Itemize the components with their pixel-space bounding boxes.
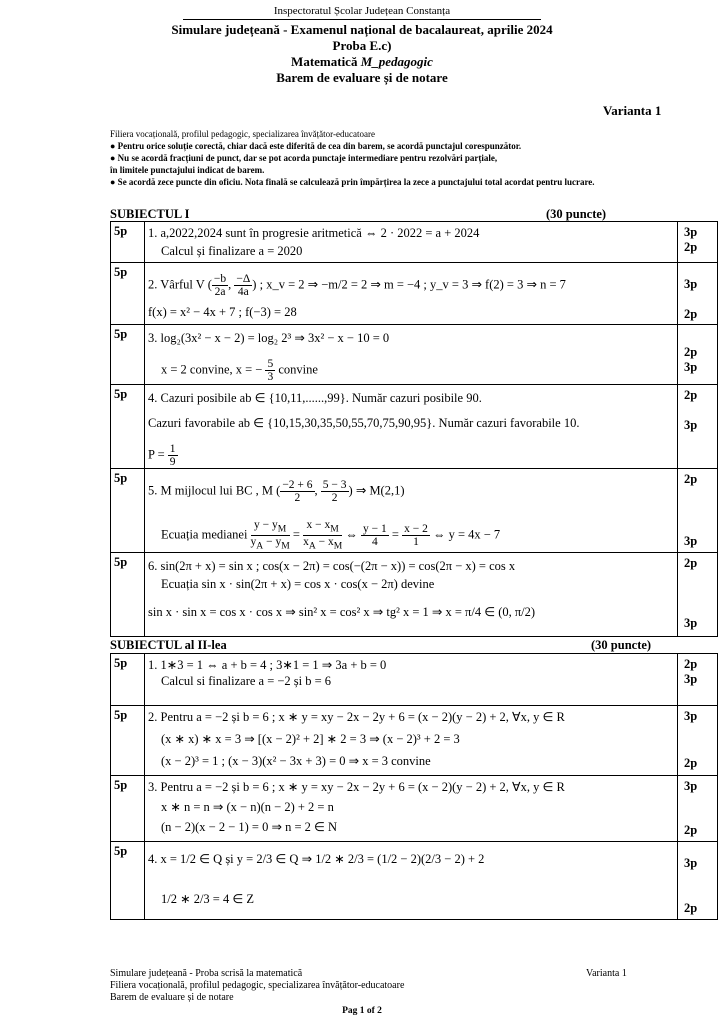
footer-page: Pag 1 of 2 bbox=[342, 1006, 382, 1016]
item-content bbox=[145, 385, 678, 469]
item-scores bbox=[678, 553, 718, 637]
item1-line2: Calcul și finalizare a = 2020 bbox=[161, 244, 303, 258]
filiera: Filiera vocațională, profilul pedagogic, specializarea învățător-educatoare bbox=[110, 129, 375, 139]
rule-2a: ● Nu se acordă fracțiuni de punct, dar se pot acorda punctaje intermediare pentru rezolvări parțiale, bbox=[110, 153, 498, 163]
s2-item4-line1: 4. x = 1/2 ∈ Q și y = 2/3 ∈ Q ⇒ 1/2 ∗ 2/3 = (1/2 − 2)(2/3 − 2) + 2 bbox=[148, 852, 485, 866]
score: 3p bbox=[684, 534, 698, 548]
fraction: $\frac{5}{3}$ bbox=[267, 358, 274, 383]
subject1-title: SUBIECTUL I bbox=[110, 207, 190, 221]
table-row bbox=[111, 842, 718, 920]
s2-item1-line2: Calcul si finalizare a = −2 și b = 6 bbox=[161, 674, 332, 688]
item2-rest: ; x_v = 2 ⇒ −m/2 = 2 ⇒ m = −4 ; y_v = 3 ⇒ f(2) = 3 ⇒ n = 7 bbox=[259, 277, 566, 292]
item6-line2: Ecuația sin x · sin(2π + x) = cos x · cos(x − 2π) devine bbox=[161, 577, 435, 591]
fraction: $\frac{-\Delta}{4a}$ bbox=[236, 273, 251, 298]
item5-text-a: 5. M mijlocul lui BC , M bbox=[148, 483, 274, 498]
item2-prefix: 2. Vârful V bbox=[148, 277, 205, 292]
score: 2p bbox=[684, 345, 698, 359]
item4-line3 bbox=[148, 443, 178, 468]
exam-title: Simulare județeană - Examenul național de bacalaureat, aprilie 2024 bbox=[171, 22, 553, 37]
score: 2p bbox=[684, 556, 698, 570]
score: 3p bbox=[684, 360, 698, 374]
item3-text-b: convine bbox=[278, 362, 318, 377]
item4-line1: 4. Cazuri posibile ab ∈ {10,11,......,99}. Număr cazuri posibile 90. bbox=[148, 391, 482, 405]
table-row bbox=[111, 706, 718, 776]
item5-text-b: ⇒ M(2,1) bbox=[355, 483, 405, 498]
item5-median: Ecuația medianei bbox=[161, 527, 248, 542]
item-scores bbox=[678, 385, 718, 469]
item-content bbox=[145, 706, 678, 776]
item-scores bbox=[678, 706, 718, 776]
table-row bbox=[111, 553, 718, 637]
table-row bbox=[111, 325, 718, 385]
item4-p: P = bbox=[148, 447, 165, 462]
fraction: $\frac{1}{9}$ bbox=[169, 443, 176, 468]
subject2-title: SUBIECTUL al II-lea bbox=[110, 638, 227, 652]
score: 3p bbox=[684, 277, 698, 291]
item-content bbox=[145, 469, 678, 553]
s2-item2-line2: (x ∗ x) ∗ x = 3 ⇒ [(x − 2)² + 2] ∗ 2 = 3 ⇒ (x − 2)³ + 2 = 3 bbox=[161, 732, 460, 746]
item-content bbox=[145, 654, 678, 706]
subject2-table bbox=[110, 653, 718, 920]
s2-item2-line1: 2. Pentru a = −2 și b = 6 ; x ∗ y = xy − 2x − 2y + 6 = (x − 2)(y − 2) + 2, ∀x, y ∈ R bbox=[148, 710, 565, 724]
score: 3p bbox=[684, 672, 698, 686]
fraction: $\frac{y - 1}{4}$ bbox=[363, 523, 387, 549]
fraction: $\frac{x - 2}{1}$ bbox=[404, 523, 428, 549]
header-rule bbox=[183, 19, 541, 20]
item5-result: ⇔ y = 4x − 7 bbox=[432, 527, 501, 542]
score: 2p bbox=[684, 657, 698, 671]
score: 3p bbox=[684, 418, 698, 432]
score: 2p bbox=[684, 388, 698, 402]
item-points: 5p bbox=[111, 385, 145, 469]
item-points: 5p bbox=[111, 654, 145, 706]
table-row bbox=[111, 385, 718, 469]
item2-line1: 2. Vârful V ( $\frac{-b}{2a}$ , $\frac{-\Delta}{4a}$ ) ; x_v = 2 ⇒ −m/2 = 2 ⇒ m = −4 ; y_v = 3 ⇒ f(2) = 3 ⇒ n = 7 bbox=[148, 273, 566, 298]
rule-3: ● Se acordă zece puncte din oficiu. Nota finală se calculează prin împărțirea la zece a punctajului total acordat pentru lucrare. bbox=[110, 177, 595, 187]
item-points: 5p bbox=[111, 842, 145, 920]
rule-1: ● Pentru orice soluție corectă, chiar dacă este diferită de cea din barem, se acordă punctajul corespunzător. bbox=[110, 141, 522, 151]
item6-line3: sin x · sin x = cos x · cos x ⇒ sin² x = cos² x ⇒ tg² x = 1 ⇒ x = π/4 ∈ (0, π/2) bbox=[148, 605, 536, 619]
subject2-points: (30 puncte) bbox=[591, 638, 652, 652]
s2-item3-line1: 3. Pentru a = −2 și b = 6 ; x ∗ y = xy − 2x − 2y + 6 = (x − 2)(y − 2) + 2, ∀x, y ∈ R bbox=[148, 780, 565, 794]
footer-line3: Barem de evaluare și de notare bbox=[110, 992, 234, 1003]
table-row bbox=[111, 263, 718, 325]
footer-line2: Filiera vocațională, profilul pedagogic, specializarea învățător-educatoare bbox=[110, 980, 405, 991]
item3-line2 bbox=[161, 358, 318, 383]
item-points: 5p bbox=[111, 325, 145, 385]
score: 2p bbox=[684, 823, 698, 837]
subject-prefix: Matematică bbox=[291, 54, 361, 69]
subject-name: M_pedagogic bbox=[360, 54, 433, 69]
barem-title: Barem de evaluare și de notare bbox=[276, 70, 448, 85]
score: 2p bbox=[684, 472, 698, 486]
item-points: 5p bbox=[111, 706, 145, 776]
item-scores bbox=[678, 222, 718, 263]
item-scores bbox=[678, 842, 718, 920]
score: 3p bbox=[684, 856, 698, 870]
exam-proba: Proba E.c) bbox=[332, 38, 392, 53]
item-content bbox=[145, 222, 678, 263]
table-row bbox=[111, 222, 718, 263]
exam-subject bbox=[0, 54, 724, 70]
item1-line1: 1. a,2022,2024 sunt în progresie aritmetică ⇔ 2 · 2022 = a + 2024 bbox=[148, 226, 480, 240]
item-scores bbox=[678, 654, 718, 706]
subject1-points: (30 puncte) bbox=[546, 207, 607, 221]
s2-item4-line2: 1/2 ∗ 2/3 = 4 ∈ Z bbox=[161, 892, 254, 906]
item-content bbox=[145, 553, 678, 637]
variant-label: Varianta 1 bbox=[603, 103, 662, 118]
item-scores bbox=[678, 325, 718, 385]
s2-item2-line3: (x − 2)³ = 1 ; (x − 3)(x² − 3x + 3) = 0 ⇒ x = 3 convine bbox=[161, 754, 431, 768]
footer-line1: Simulare județeană - Proba scrisă la matematică bbox=[110, 968, 303, 979]
rule-2b: în limitele punctajului indicat de barem. bbox=[110, 165, 265, 175]
fraction: $\frac{-b}{2a}$ bbox=[213, 273, 227, 298]
score: 2p bbox=[684, 901, 698, 915]
fraction: $\frac{-2 + 6}{2}$ bbox=[282, 479, 313, 504]
footer-variant: Varianta 1 bbox=[586, 968, 627, 979]
item-content bbox=[145, 325, 678, 385]
item-scores bbox=[678, 263, 718, 325]
item-content bbox=[145, 842, 678, 920]
item5-line1: 5. M mijlocul lui BC , M ( $\frac{-2 + 6}{2}$ , $\frac{5 - 3}{2}$ ) ⇒ M(2,1) bbox=[148, 479, 405, 504]
item2-line2: f(x) = x² − 4x + 7 ; f(−3) = 28 bbox=[148, 305, 297, 319]
item-scores bbox=[678, 776, 718, 842]
s2-item3-line2: x ∗ n = n ⇒ (x − n)(n − 2) + 2 = n bbox=[161, 800, 334, 814]
inspectorate: Inspectoratul Școlar Județean Constanța bbox=[273, 5, 451, 17]
fraction: $\frac{5 - 3}{2}$ bbox=[322, 479, 347, 504]
score: 2p bbox=[684, 307, 698, 321]
item-points: 5p bbox=[111, 263, 145, 325]
s2-item1-line1: 1. 1∗3 = 1 ⇔ a + b = 4 ; 3∗1 = 1 ⇒ 3a + b = 0 bbox=[148, 658, 387, 672]
item-points: 5p bbox=[111, 469, 145, 553]
item5-line2: Ecuația medianei $\frac{y - y_M}{y_A - y_M}$ = $\frac{x - x_M}{x_A - x_M}$ ⇔ $\frac{y - 1}{4}$ = $\frac{x - 2}{1}$ ⇔ y = 4x − 7 bbox=[161, 519, 501, 552]
item-points: 5p bbox=[111, 776, 145, 842]
table-row bbox=[111, 469, 718, 553]
item3-text-a: x = 2 convine, x = − bbox=[161, 362, 263, 377]
item6-line1: 6. sin(2π + x) = sin x ; cos(x − 2π) = cos(−(2π − x)) = cos(2π − x) = cos x bbox=[148, 559, 516, 573]
item-content bbox=[145, 263, 678, 325]
item-content bbox=[145, 776, 678, 842]
subject1-table bbox=[110, 221, 718, 637]
item3-line1: 3. log₂(3x² − x − 2) = log₂ 2³ ⇒ 3x² − x − 10 = 0 bbox=[148, 331, 390, 345]
score: 3p bbox=[684, 779, 698, 793]
item-points: 5p bbox=[111, 553, 145, 637]
s2-item3-line3: (n − 2)(x − 2 − 1) = 0 ⇒ n = 2 ∈ N bbox=[161, 820, 338, 834]
score: 3p bbox=[684, 616, 698, 630]
item-points: 5p bbox=[111, 222, 145, 263]
score: 2p bbox=[684, 756, 698, 770]
score: 3p bbox=[684, 709, 698, 723]
item-scores bbox=[678, 469, 718, 553]
score: 3p bbox=[684, 225, 698, 239]
score: 2p bbox=[684, 240, 698, 254]
fraction: $\frac{x - x_M}{x_A - x_M}$ bbox=[303, 519, 343, 552]
item4-line2: Cazuri favorabile ab ∈ {10,15,30,35,50,55,70,75,90,95}. Număr cazuri favorabile 10. bbox=[148, 416, 580, 430]
table-row bbox=[111, 654, 718, 706]
table-row bbox=[111, 776, 718, 842]
fraction: $\frac{y - y_M}{y_A - y_M}$ bbox=[250, 519, 290, 552]
